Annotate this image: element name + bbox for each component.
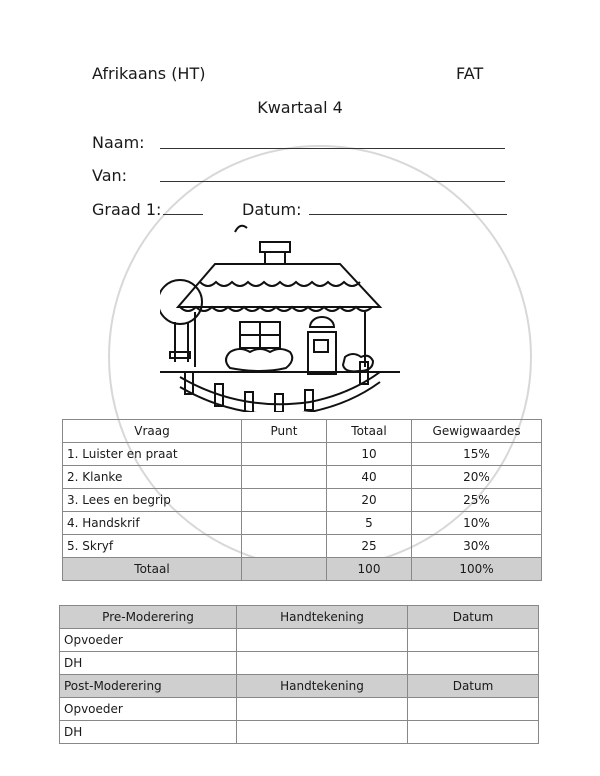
date-field[interactable]: [309, 214, 507, 215]
term-title: Kwartaal 4: [257, 98, 343, 117]
table-row: [60, 652, 539, 675]
signature-cell[interactable]: [237, 629, 408, 652]
table-row: [60, 721, 539, 744]
pre-moderation-label: Pre-Moderering: [60, 606, 237, 629]
vraag-cell: 1. Luister en praat: [63, 443, 242, 466]
role-cell: DH: [60, 652, 237, 675]
surname-label: Van:: [92, 166, 128, 185]
vraag-cell: 2. Klanke: [63, 466, 242, 489]
col-totaal: Totaal: [327, 420, 412, 443]
marks-table-header: [63, 420, 542, 443]
date-label: Datum:: [242, 200, 302, 219]
role-cell: Opvoeder: [60, 698, 237, 721]
surname-field[interactable]: [160, 181, 505, 182]
date-cell[interactable]: [408, 698, 539, 721]
vraag-cell: 5. Skryf: [63, 535, 242, 558]
table-row: [60, 629, 539, 652]
gewig-cell: 25%: [412, 489, 542, 512]
pre-moderation-header: [60, 606, 539, 629]
table-row: [63, 443, 542, 466]
vraag-cell: 3. Lees en begrip: [63, 489, 242, 512]
grade-field[interactable]: [163, 214, 203, 215]
table-row: [63, 466, 542, 489]
totaal-cell: 10: [327, 443, 412, 466]
table-row: [63, 489, 542, 512]
date-header: Datum: [408, 606, 539, 629]
name-field[interactable]: [160, 148, 505, 149]
signature-header: Handtekening: [237, 675, 408, 698]
punt-cell[interactable]: [242, 489, 327, 512]
totaal-cell: 25: [327, 535, 412, 558]
date-cell[interactable]: [408, 652, 539, 675]
date-cell[interactable]: [408, 629, 539, 652]
date-header: Datum: [408, 675, 539, 698]
subject-title: Afrikaans (HT): [92, 64, 206, 83]
gewig-cell: 10%: [412, 512, 542, 535]
punt-cell[interactable]: [242, 443, 327, 466]
date-cell[interactable]: [408, 721, 539, 744]
totaal-cell: 40: [327, 466, 412, 489]
punt-cell[interactable]: [242, 466, 327, 489]
signature-cell[interactable]: [237, 698, 408, 721]
col-vraag: Vraag: [63, 420, 242, 443]
gewig-cell: 20%: [412, 466, 542, 489]
role-cell: Opvoeder: [60, 629, 237, 652]
post-moderation-header: [60, 675, 539, 698]
assessment-type: FAT: [456, 64, 484, 83]
punt-cell[interactable]: [242, 512, 327, 535]
table-row: [63, 535, 542, 558]
total-totaal-cell: 100: [327, 558, 412, 581]
grade-label: Graad 1:: [92, 200, 162, 219]
marks-table: [62, 419, 542, 581]
total-label: Totaal: [63, 558, 242, 581]
gewig-cell: 15%: [412, 443, 542, 466]
role-cell: DH: [60, 721, 237, 744]
totaal-cell: 20: [327, 489, 412, 512]
punt-cell[interactable]: [242, 535, 327, 558]
col-punt: Punt: [242, 420, 327, 443]
house-illustration-icon: [160, 222, 400, 412]
name-label: Naam:: [92, 133, 145, 152]
total-gewig-cell: 100%: [412, 558, 542, 581]
signature-cell[interactable]: [237, 721, 408, 744]
table-row: [63, 512, 542, 535]
signature-header: Handtekening: [237, 606, 408, 629]
post-moderation-label: Post-Moderering: [60, 675, 237, 698]
total-row: [63, 558, 542, 581]
moderation-table: [59, 605, 539, 744]
gewig-cell: 30%: [412, 535, 542, 558]
totaal-cell: 5: [327, 512, 412, 535]
signature-cell[interactable]: [237, 652, 408, 675]
vraag-cell: 4. Handskrif: [63, 512, 242, 535]
total-punt-cell[interactable]: [242, 558, 327, 581]
col-gewigwaardes: Gewigwaardes: [412, 420, 542, 443]
table-row: [60, 698, 539, 721]
